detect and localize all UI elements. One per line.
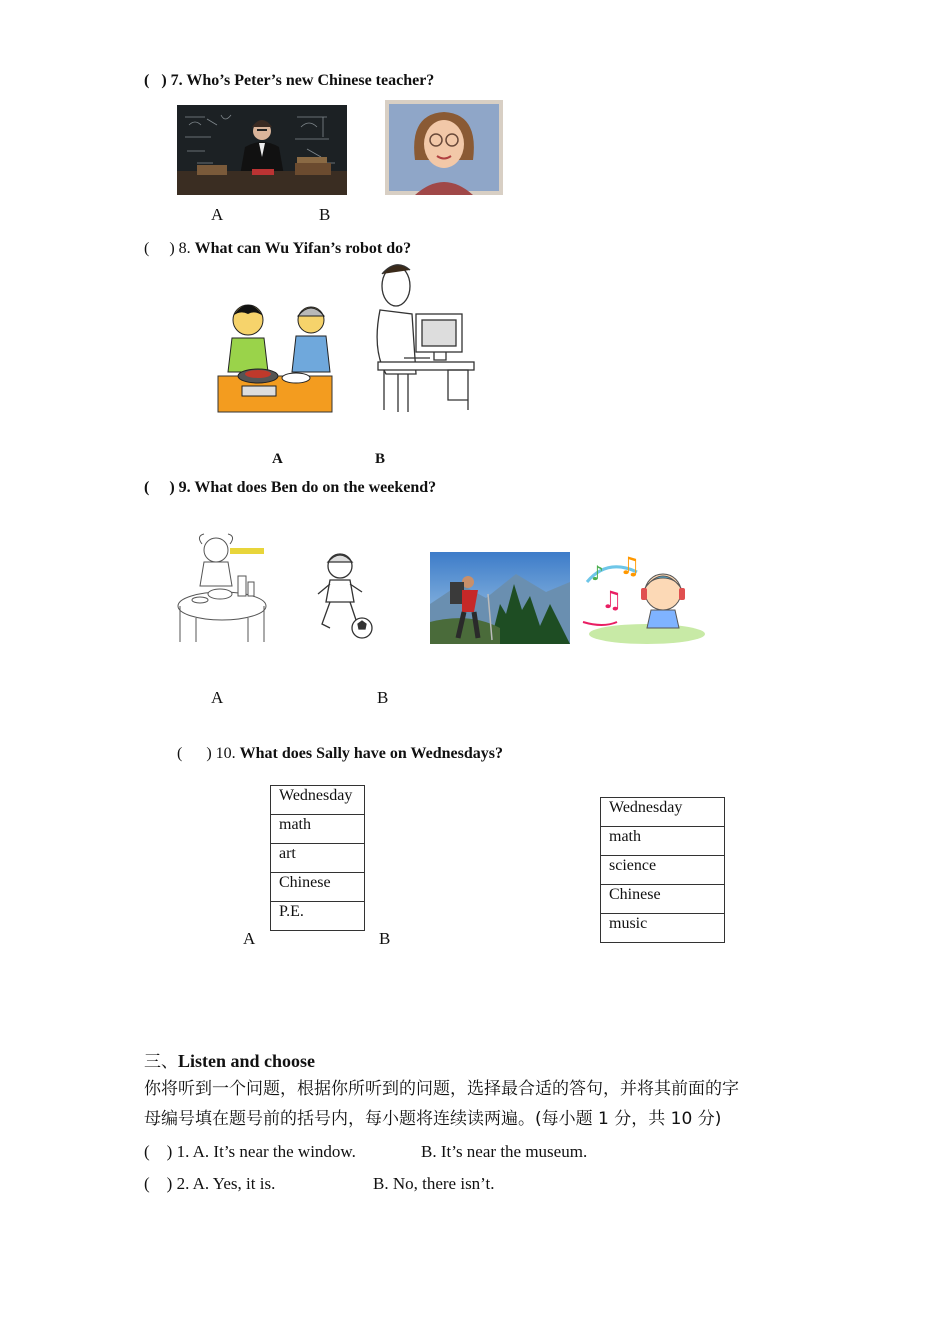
item-number: 2. [176,1174,190,1193]
answer-bracket-close: ) [169,240,175,257]
table-cell: art [271,844,365,873]
instructions-line-1: 你将听到一个问题，根据你所听到的问题，选择最合适的答句，并将其前面的字 [144,1079,739,1099]
question-10 [177,745,503,763]
question-text: Who’s Peter’s new Chinese teacher? [186,72,435,89]
svg-text:♫: ♫ [619,552,641,580]
listen-item-1 [144,1142,356,1162]
table-cell: math [271,815,365,844]
schedule-table-b [600,797,725,943]
schedule-table-a [270,785,365,931]
svg-text:♪: ♪ [591,561,604,585]
answer-bracket-close: ) [169,479,175,496]
answer-bracket-open: ( [177,745,183,762]
instructions-line-2: 母编号填在题号前的括号内，每小题将连续读两遍。(每小题 1 分，共 10 分) [144,1109,722,1129]
option-b-label: B [379,929,391,948]
question-number: 8. [178,240,191,257]
option-a: A. It’s near the window. [192,1142,356,1161]
female-teacher-portrait-image [385,100,503,195]
option-a-label: A [243,929,256,948]
answer-bracket-open: ( [144,479,150,496]
section-title-text: Listen and choose [178,1051,316,1071]
option-a-label: A [272,451,283,467]
section-title [144,1047,315,1072]
answer-bracket-open: ( [144,1142,150,1161]
table-cell: math [601,827,725,856]
option-b: B. No, there isn’t. [373,1174,495,1193]
option-b-label: B [377,688,389,707]
option-a: A. Yes, it is. [192,1174,276,1193]
question-9 [144,479,436,497]
table-cell: Wednesday [271,786,365,815]
question-7 [144,72,434,90]
table-cell: Wednesday [601,798,725,827]
option-a-label: A [211,205,224,224]
question-text: What does Ben do on the weekend? [194,479,437,496]
answer-bracket-close: ) [166,1142,173,1161]
option-b: B. It’s near the museum. [421,1142,588,1161]
svg-text:♫: ♫ [601,586,623,614]
section-number: 三、 [144,1052,178,1072]
question-number: 9. [178,479,191,496]
answer-bracket-close: ) [161,72,167,89]
boy-playing-football-image [310,548,378,640]
male-teacher-blackboard-image [177,105,347,195]
answer-bracket-close: ) [206,745,212,762]
answer-bracket-open: ( [144,240,150,257]
table-cell: Chinese [601,885,725,914]
boys-cooking-image [216,298,334,416]
question-8 [144,240,411,258]
item-number: 1. [176,1142,190,1161]
table-cell: Chinese [271,873,365,902]
question-number: 7. [170,72,183,89]
option-b-label: B [319,205,331,224]
option-a-label: A [211,688,224,707]
question-number: 10. [215,745,236,762]
answer-bracket-open: ( [144,1174,150,1193]
question-text: What does Sally have on Wednesdays? [239,745,503,762]
girl-eating-image [176,532,270,644]
listening-to-music-image [577,552,705,644]
table-cell: science [601,856,725,885]
answer-bracket-close: ) [166,1174,173,1193]
answer-bracket-open: ( [144,72,150,89]
option-b-label: B [375,451,386,467]
table-cell: P.E. [271,902,365,931]
table-cell: music [601,914,725,943]
man-at-computer-image [368,258,478,416]
listen-item-2 [144,1174,275,1194]
question-text: What can Wu Yifan’s robot do? [194,240,412,257]
hiking-mountains-image [430,552,570,644]
